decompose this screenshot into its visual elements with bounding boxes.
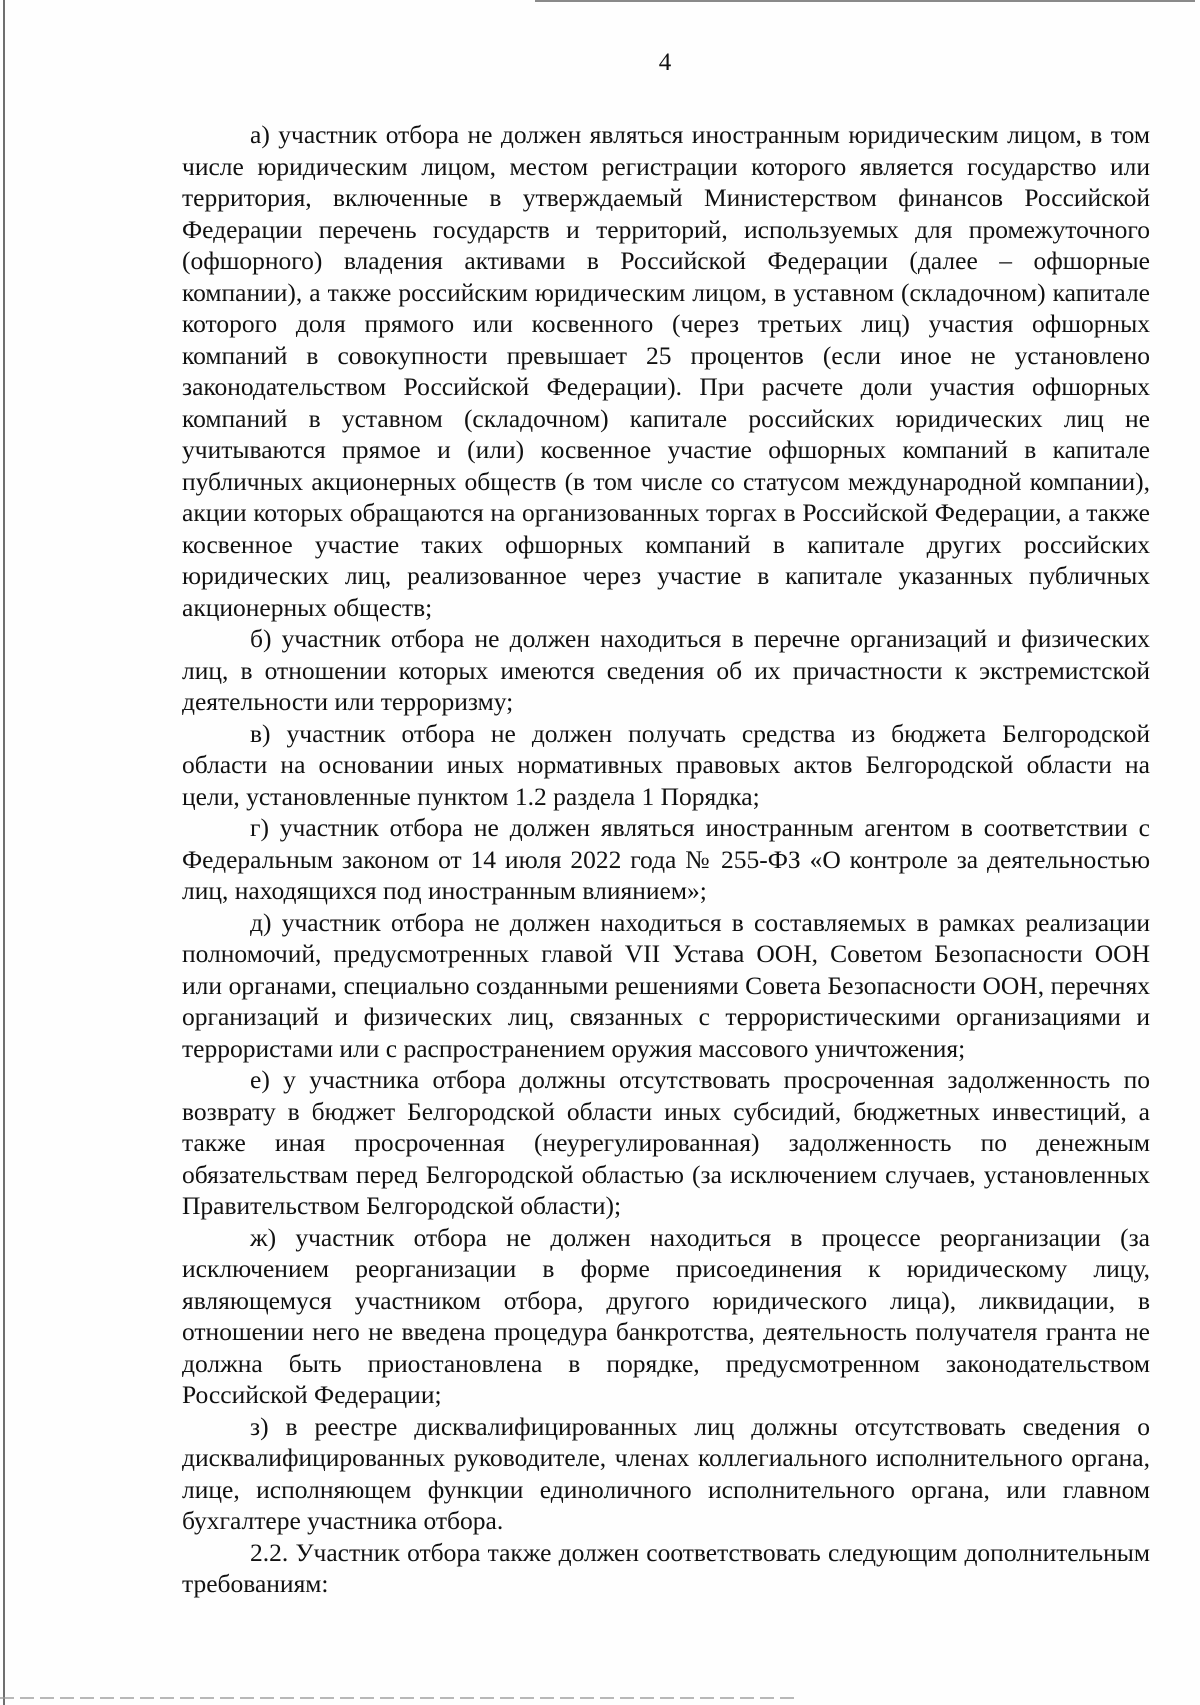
page-number: 4 — [658, 49, 672, 76]
scan-edge-bottom — [0, 1697, 800, 1699]
paragraph-z: з) в реестре дисквалифицированных лиц должны отсутствовать сведения о дисквалифицированных руководителе, членах коллегиального исполнительного органа, лице, исполняющем функции единоличного исполнительного органа, или главном бухгалтере участника отбора. — [182, 1411, 1150, 1535]
paragraph-v: в) участник отбора не должен получать средства из бюджета Белгородской области на основании иных нормативных правовых актов Белгородской области на цели, установленные пунктом 1.2 раздела 1 Порядка; — [182, 718, 1150, 811]
scan-edge-left — [3, 0, 5, 1705]
scan-edge-top — [535, 0, 1195, 2]
document-body — [182, 119, 1150, 1600]
paragraph-2-2: 2.2. Участник отбора также должен соответствовать следующим дополнительным требованиям: — [182, 1537, 1150, 1598]
paragraph-d: д) участник отбора не должен находиться в составляемых в рамках реализации полномочий, предусмотренных главой VII Устава ООН, Советом Безопасности ООН или органами, специально созданными решениями Совета Безопасности ООН, перечнях организаций и физических лиц, связанных с террористическими организациями и террористами или с распространением оружия массового уничтожения; — [182, 907, 1150, 1063]
paragraph-e: е) у участника отбора должны отсутствовать просроченная задолженность по возврату в бюджет Белгородской области иных субсидий, бюджетных инвестиций, а также иная просроченная (неурегулированная) задолженность по денежным обязательствам перед Белгородской областью (за исключением случаев, установленных Правительством Белгородской области); — [182, 1065, 1150, 1220]
paragraph-a: а) участник отбора не должен являться иностранным юридическим лицом, в том числе юридическим лицом, местом регистрации которого является государство или территория, включенные в утверждаемый Министерством финансов Российской Федерации перечень государств и территорий, используемых для промежуточного (офшорного) владения активами в Российской Федерации (далее – офшорные компании), а также российским юридическим лицом, в уставном (складочном) капитале которого доля прямого или косвенного (через третьих лиц) участия офшорных компаний в совокупности превышает 25 процентов (если иное не установлено законодательством Российской Федерации). При расчете доли участия офшорных компаний в уставном (складочном) капитале российских юридических лиц не учитываются прямое и (или) косвенное участие офшорных компаний в капитале публичных акционерных обществ (в том числе со статусом международной компании), акции которых обращаются на организованных торгах в Российской Федерации, а также косвенное участие таких офшорных компаний в капитале других российских юридических лиц, реализованное через участие в капитале указанных публичных акционерных обществ; — [182, 120, 1150, 622]
paragraph-g: г) участник отбора не должен являться иностранным агентом в соответствии с Федеральным законом от 14 июля 2022 года № 255-ФЗ «О контроле за деятельностью лиц, находящихся под иностранным влиянием»; — [182, 813, 1150, 905]
paragraph-zh: ж) участник отбора не должен находиться в процессе реорганизации (за исключением реорганизации в форме присоединения к юридическому лицу, являющемуся участником отбора, другого юридического лица), ликвидации, в отношении него не введена процедура банкротства, деятельность получателя гранта не должна быть приостановлена в порядке, предусмотренном законодательством Российской Федерации; — [182, 1222, 1150, 1409]
paragraph-b: б) участник отбора не должен находиться в перечне организаций и физических лиц, в отношении которых имеются сведения об их причастности к экстремистской деятельности или терроризму; — [182, 624, 1150, 716]
